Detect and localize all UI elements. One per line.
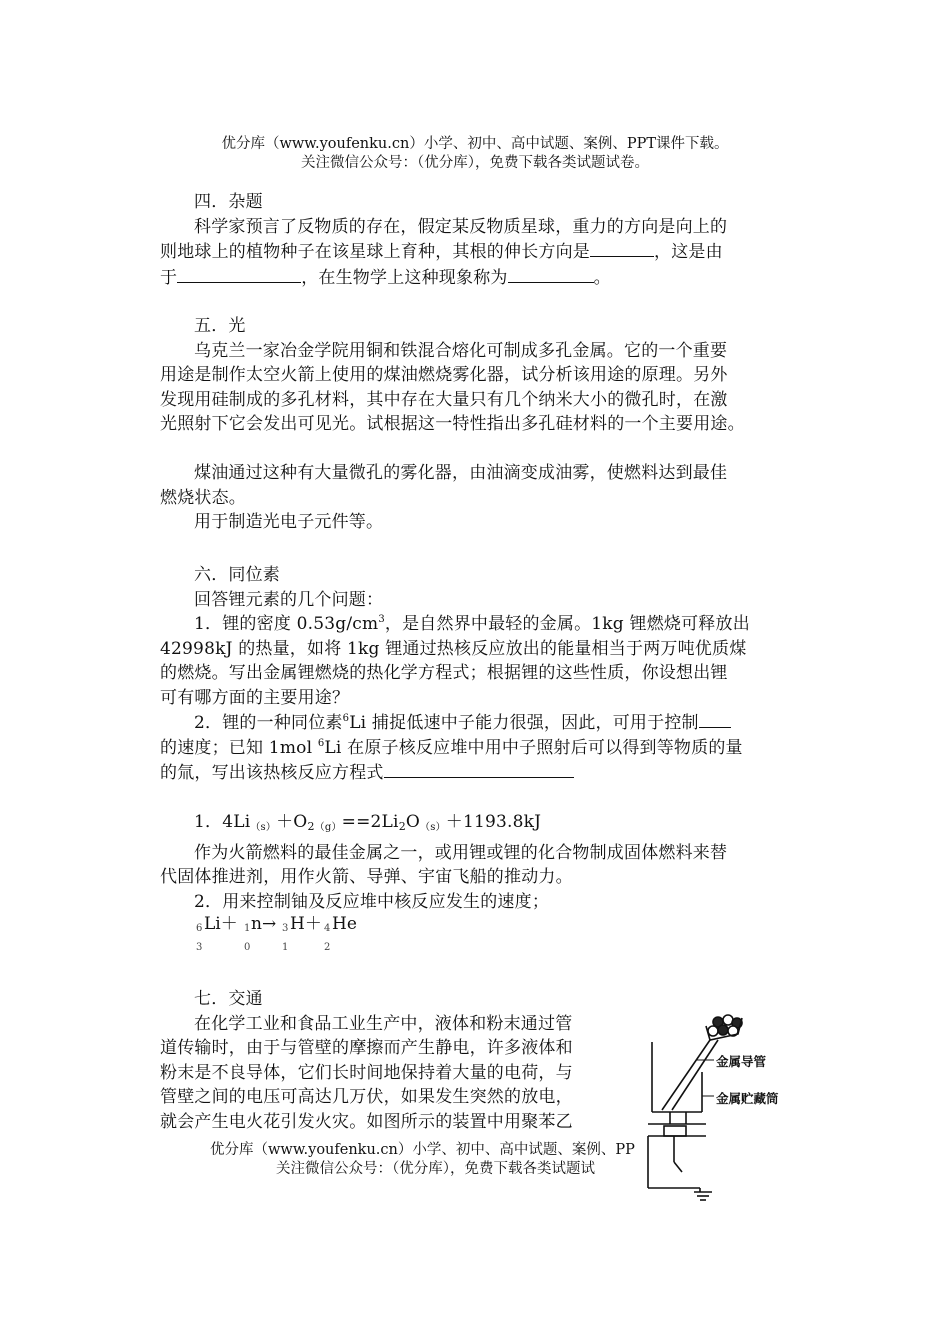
- superscript: 6: [317, 737, 325, 749]
- text-span: 于: [160, 267, 178, 288]
- spacer: [160, 786, 800, 811]
- text-span: ==2Li: [341, 812, 399, 832]
- text-span: ，在生物学上这种现象称为: [301, 267, 508, 288]
- text-span: O: [405, 812, 421, 832]
- section-5: [160, 314, 800, 535]
- state-label: （s）: [250, 822, 277, 833]
- state-label: （s）: [420, 822, 446, 833]
- pipe-tank-figure: [640, 1012, 800, 1202]
- atomic-number: 3: [196, 942, 203, 953]
- paragraph-line: [160, 736, 800, 761]
- subscript: 2: [307, 820, 315, 833]
- apparatus-diagram: [640, 1012, 800, 1202]
- footer-line-1: 优分库（www.youfenku.cn）小学、初中、高中试题、案例、PP: [210, 1142, 635, 1158]
- nuclide-h: H＋: [290, 914, 322, 934]
- nuclide-n: n→: [251, 914, 277, 934]
- answer-blank: [384, 760, 574, 778]
- answer-line: 代固体推进剂，用作火箭、导弹、宇宙飞船的推动力。: [160, 867, 573, 887]
- nuclide-li: Li＋: [204, 914, 238, 934]
- header-line-2: 关注微信公众号：（优分库），免费下载各类试题试卷。: [301, 155, 649, 171]
- mass-number: 6: [196, 923, 203, 934]
- label-metal-pipe: 金属导管: [716, 1054, 767, 1069]
- atomic-number: 1: [282, 942, 289, 953]
- superscript: 6: [342, 713, 350, 724]
- state-label: （g）: [314, 822, 342, 833]
- text-span: ＋1193.8kJ: [445, 812, 542, 832]
- section-4: [160, 190, 800, 290]
- paragraph-line: 乌克兰一家冶金学院用铜和铁混合熔化可制成多孔金属。它的一个重要: [194, 340, 728, 361]
- label-metal-tank: 金属贮藏筒: [716, 1091, 779, 1106]
- text-span: 1．4Li: [194, 812, 251, 832]
- section-5-title: 五．光: [194, 316, 246, 336]
- text-span: 。: [593, 267, 611, 288]
- section-7-title: 七．交通: [194, 989, 263, 1009]
- answer-line: 用于制造光电子元件等。: [194, 512, 384, 532]
- paragraph-line: [160, 239, 800, 265]
- text-span: ，是自然界中最轻的金属。1kg 锂燃烧可释放出: [384, 614, 750, 634]
- answer-blank: [508, 265, 594, 283]
- paragraph-line: 管壁之间的电压可高达几万伏，如果发生突然的放电，: [160, 1087, 573, 1107]
- paragraph-line: [160, 710, 800, 736]
- text-span: Li 捕捉低速中子能力很强，因此，可用于控制: [349, 713, 699, 733]
- section-7: [160, 987, 630, 1134]
- section-4-title: 四．杂题: [194, 192, 263, 212]
- text-span: 则地球上的植物种子在该星球上育种，其根的伸长方向是: [160, 242, 590, 262]
- text-span: 2．锂的一种同位素: [194, 713, 343, 733]
- footer-line-2: 关注微信公众号：（优分库），免费下载各类试题试: [276, 1161, 595, 1177]
- answer-line: 煤油通过这种有大量微孔的雾化器，由油滴变成油雾，使燃料达到最佳: [194, 463, 728, 483]
- text-span: ＋O: [276, 812, 308, 832]
- subscript: 2: [398, 820, 406, 833]
- spacer: [160, 437, 800, 462]
- paragraph-line: 在化学工业和食品工业生产中，液体和粉末通过管: [194, 1013, 573, 1034]
- mass-number: 1: [244, 923, 251, 934]
- mass-number: 4: [324, 923, 331, 934]
- answer-line: 燃烧状态。: [160, 487, 246, 508]
- header-line-1: 优分库（www.youfenku.cn）小学、初中、高中试题、案例、PPT课件下载。: [221, 136, 729, 152]
- atomic-number: 0: [244, 942, 251, 953]
- text-span: 的氚，写出该热核反应方程式: [160, 763, 384, 783]
- atomic-number: 2: [324, 942, 331, 953]
- answer-blank: [177, 265, 301, 283]
- mass-number: 3: [282, 923, 289, 934]
- paragraph-line: 道传输时，由于与管壁的摩擦而产生静电，许多液体和: [160, 1038, 573, 1058]
- text-span: 的速度；已知 1mol: [160, 737, 318, 758]
- paragraph-line: 回答锂元素的几个问题：: [194, 589, 384, 610]
- text-span: 1．锂的密度 0.53g/cm: [194, 614, 379, 634]
- paragraph-line: 用途是制作太空火箭上使用的煤油燃烧雾化器，试分析该用途的原理。另外: [160, 365, 728, 385]
- paragraph-line: 42998kJ 的热量，如将 1kg 锂通过热核反应放出的能量相当于两万吨优质煤: [160, 638, 747, 659]
- nuclide-he: He: [332, 914, 357, 934]
- answer-blank: [590, 239, 654, 257]
- section-6: [160, 563, 800, 914]
- paragraph-line: [160, 612, 800, 637]
- paragraph-line: [160, 265, 800, 291]
- answer-blank: [699, 710, 731, 728]
- paragraph-line: 就会产生电火花引发火灾。如图所示的装置中用聚苯乙: [160, 1111, 573, 1132]
- answer-line: 2．用来控制铀及反应堆中核反应发生的速度；: [194, 891, 550, 912]
- paragraph-line: [160, 760, 800, 786]
- paragraph-line: 粉末是不良导体，它们长时间地保持着大量的电荷，与: [160, 1062, 573, 1083]
- answer-line: 作为火箭燃料的最佳金属之一，或用锂或锂的化合物制成固体燃料来替: [194, 842, 728, 863]
- paragraph-line: 发现用硅制成的多孔材料，其中存在大量只有几个纳米大小的微孔时，在激: [160, 389, 728, 410]
- section-6-title: 六．同位素: [194, 565, 280, 585]
- paragraph-line: 光照射下它会发出可见光。试根据这一特性指出多孔硅材料的一个主要用途。: [160, 414, 745, 434]
- superscript: 3: [378, 614, 385, 625]
- paragraph-line: 的燃烧。写出金属锂燃烧的热化学方程式；根据锂的这些性质，你设想出锂: [160, 663, 728, 683]
- paragraph-line: 科学家预言了反物质的存在，假定某反物质星球，重力的方向是向上的: [194, 216, 728, 237]
- equation-line: [160, 810, 800, 841]
- text-span: Li 在原子核反应堆中用中子照射后可以得到等物质的量: [324, 737, 743, 758]
- paragraph-line: 可有哪方面的主要用途？: [160, 687, 350, 708]
- text-span: ，这是由: [654, 242, 723, 262]
